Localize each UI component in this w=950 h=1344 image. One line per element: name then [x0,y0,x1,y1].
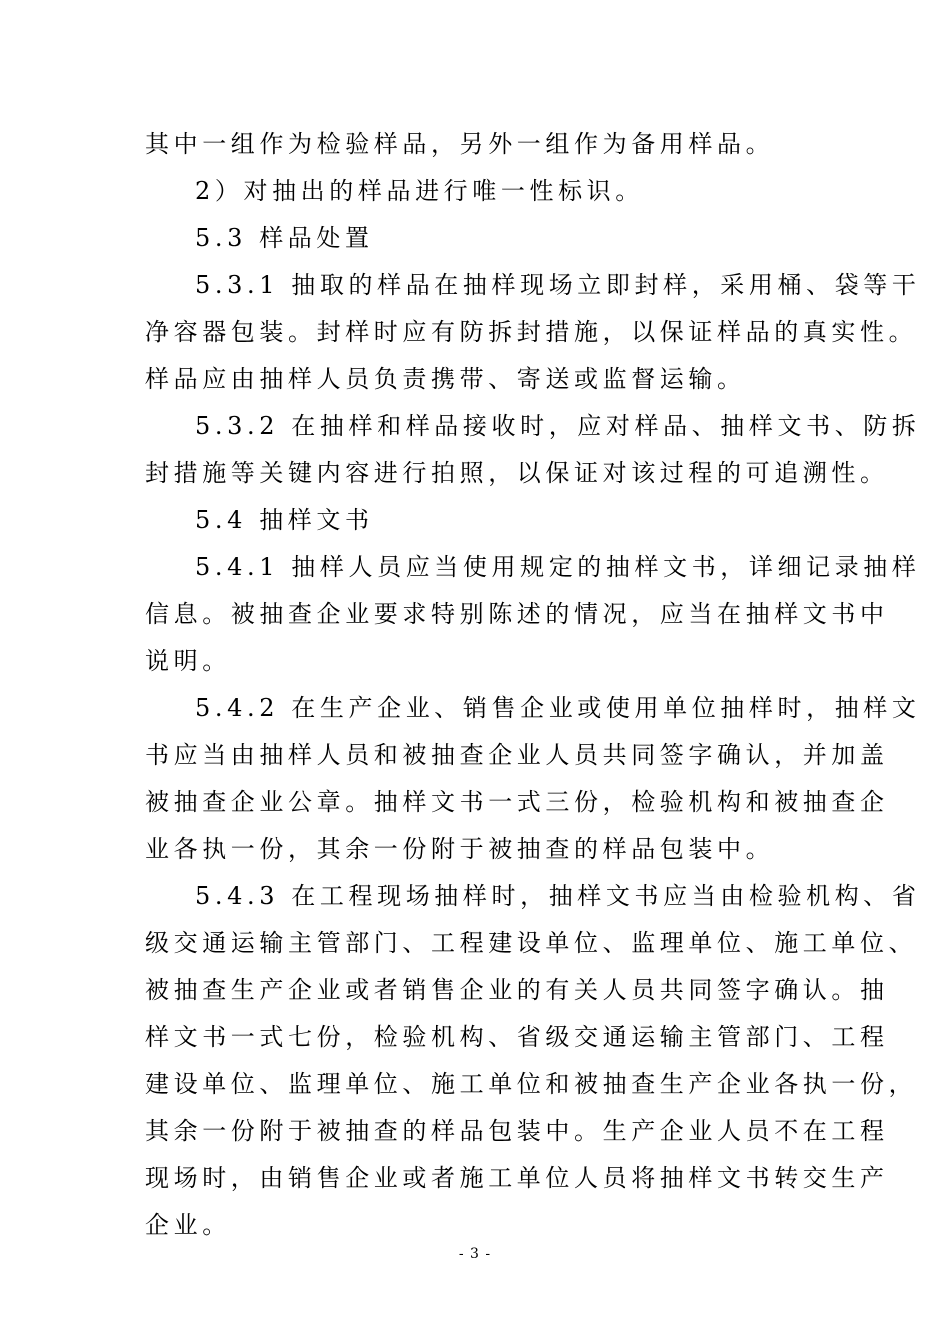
clause-5-4-3-line: 5.4.3 在工程现场抽样时，抽样文书应当由检验机构、省 [195,882,921,910]
list-item-2: 2）对抽出的样品进行唯一性标识。 [195,177,644,205]
text-line: 样品应由抽样人员负责携带、寄送或监督运输。 [145,365,746,393]
text-line: 净容器包装。封样时应有防拆封措施，以保证样品的真实性。 [145,318,918,346]
text-line: 其中一组作为检验样品，另外一组作为备用样品。 [145,130,775,158]
page-number: - 3 - [458,1246,492,1262]
clause-5-4-1-line: 5.4.1 抽样人员应当使用规定的抽样文书，详细记录抽样 [195,553,921,581]
text-line: 企业。 [145,1211,231,1239]
clause-5-3-1-line: 5.3.1 抽取的样品在抽样现场立即封样，采用桶、袋等干 [195,271,921,299]
section-heading-5-3: 5.3 样品处置 [195,224,374,252]
text-line: 书应当由抽样人员和被抽查企业人员共同签字确认，并加盖 [145,741,889,769]
text-line: 建设单位、监理单位、施工单位和被抽查生产企业各执一份， [145,1070,918,1098]
clause-5-4-2-line: 5.4.2 在生产企业、销售企业或使用单位抽样时，抽样文 [195,694,921,722]
text-line: 被抽查生产企业或者销售企业的有关人员共同签字确认。抽 [145,976,889,1004]
text-line: 业各执一份，其余一份附于被抽查的样品包装中。 [145,835,775,863]
clause-5-3-2-line: 5.3.2 在抽样和样品接收时，应对样品、抽样文书、防拆 [195,412,921,440]
text-line: 样文书一式七份，检验机构、省级交通运输主管部门、工程 [145,1023,889,1051]
text-line: 级交通运输主管部门、工程建设单位、监理单位、施工单位、 [145,929,918,957]
text-line: 其余一份附于被抽查的样品包装中。生产企业人员不在工程 [145,1117,889,1145]
section-heading-5-4: 5.4 抽样文书 [195,506,374,534]
text-line: 信息。被抽查企业要求特别陈述的情况，应当在抽样文书中 [145,600,889,628]
text-line: 说明。 [145,647,231,675]
text-line: 现场时，由销售企业或者施工单位人员将抽样文书转交生产 [145,1164,889,1192]
text-line: 被抽查企业公章。抽样文书一式三份，检验机构和被抽查企 [145,788,889,816]
text-line: 封措施等关键内容进行拍照，以保证对该过程的可追溯性。 [145,459,889,487]
